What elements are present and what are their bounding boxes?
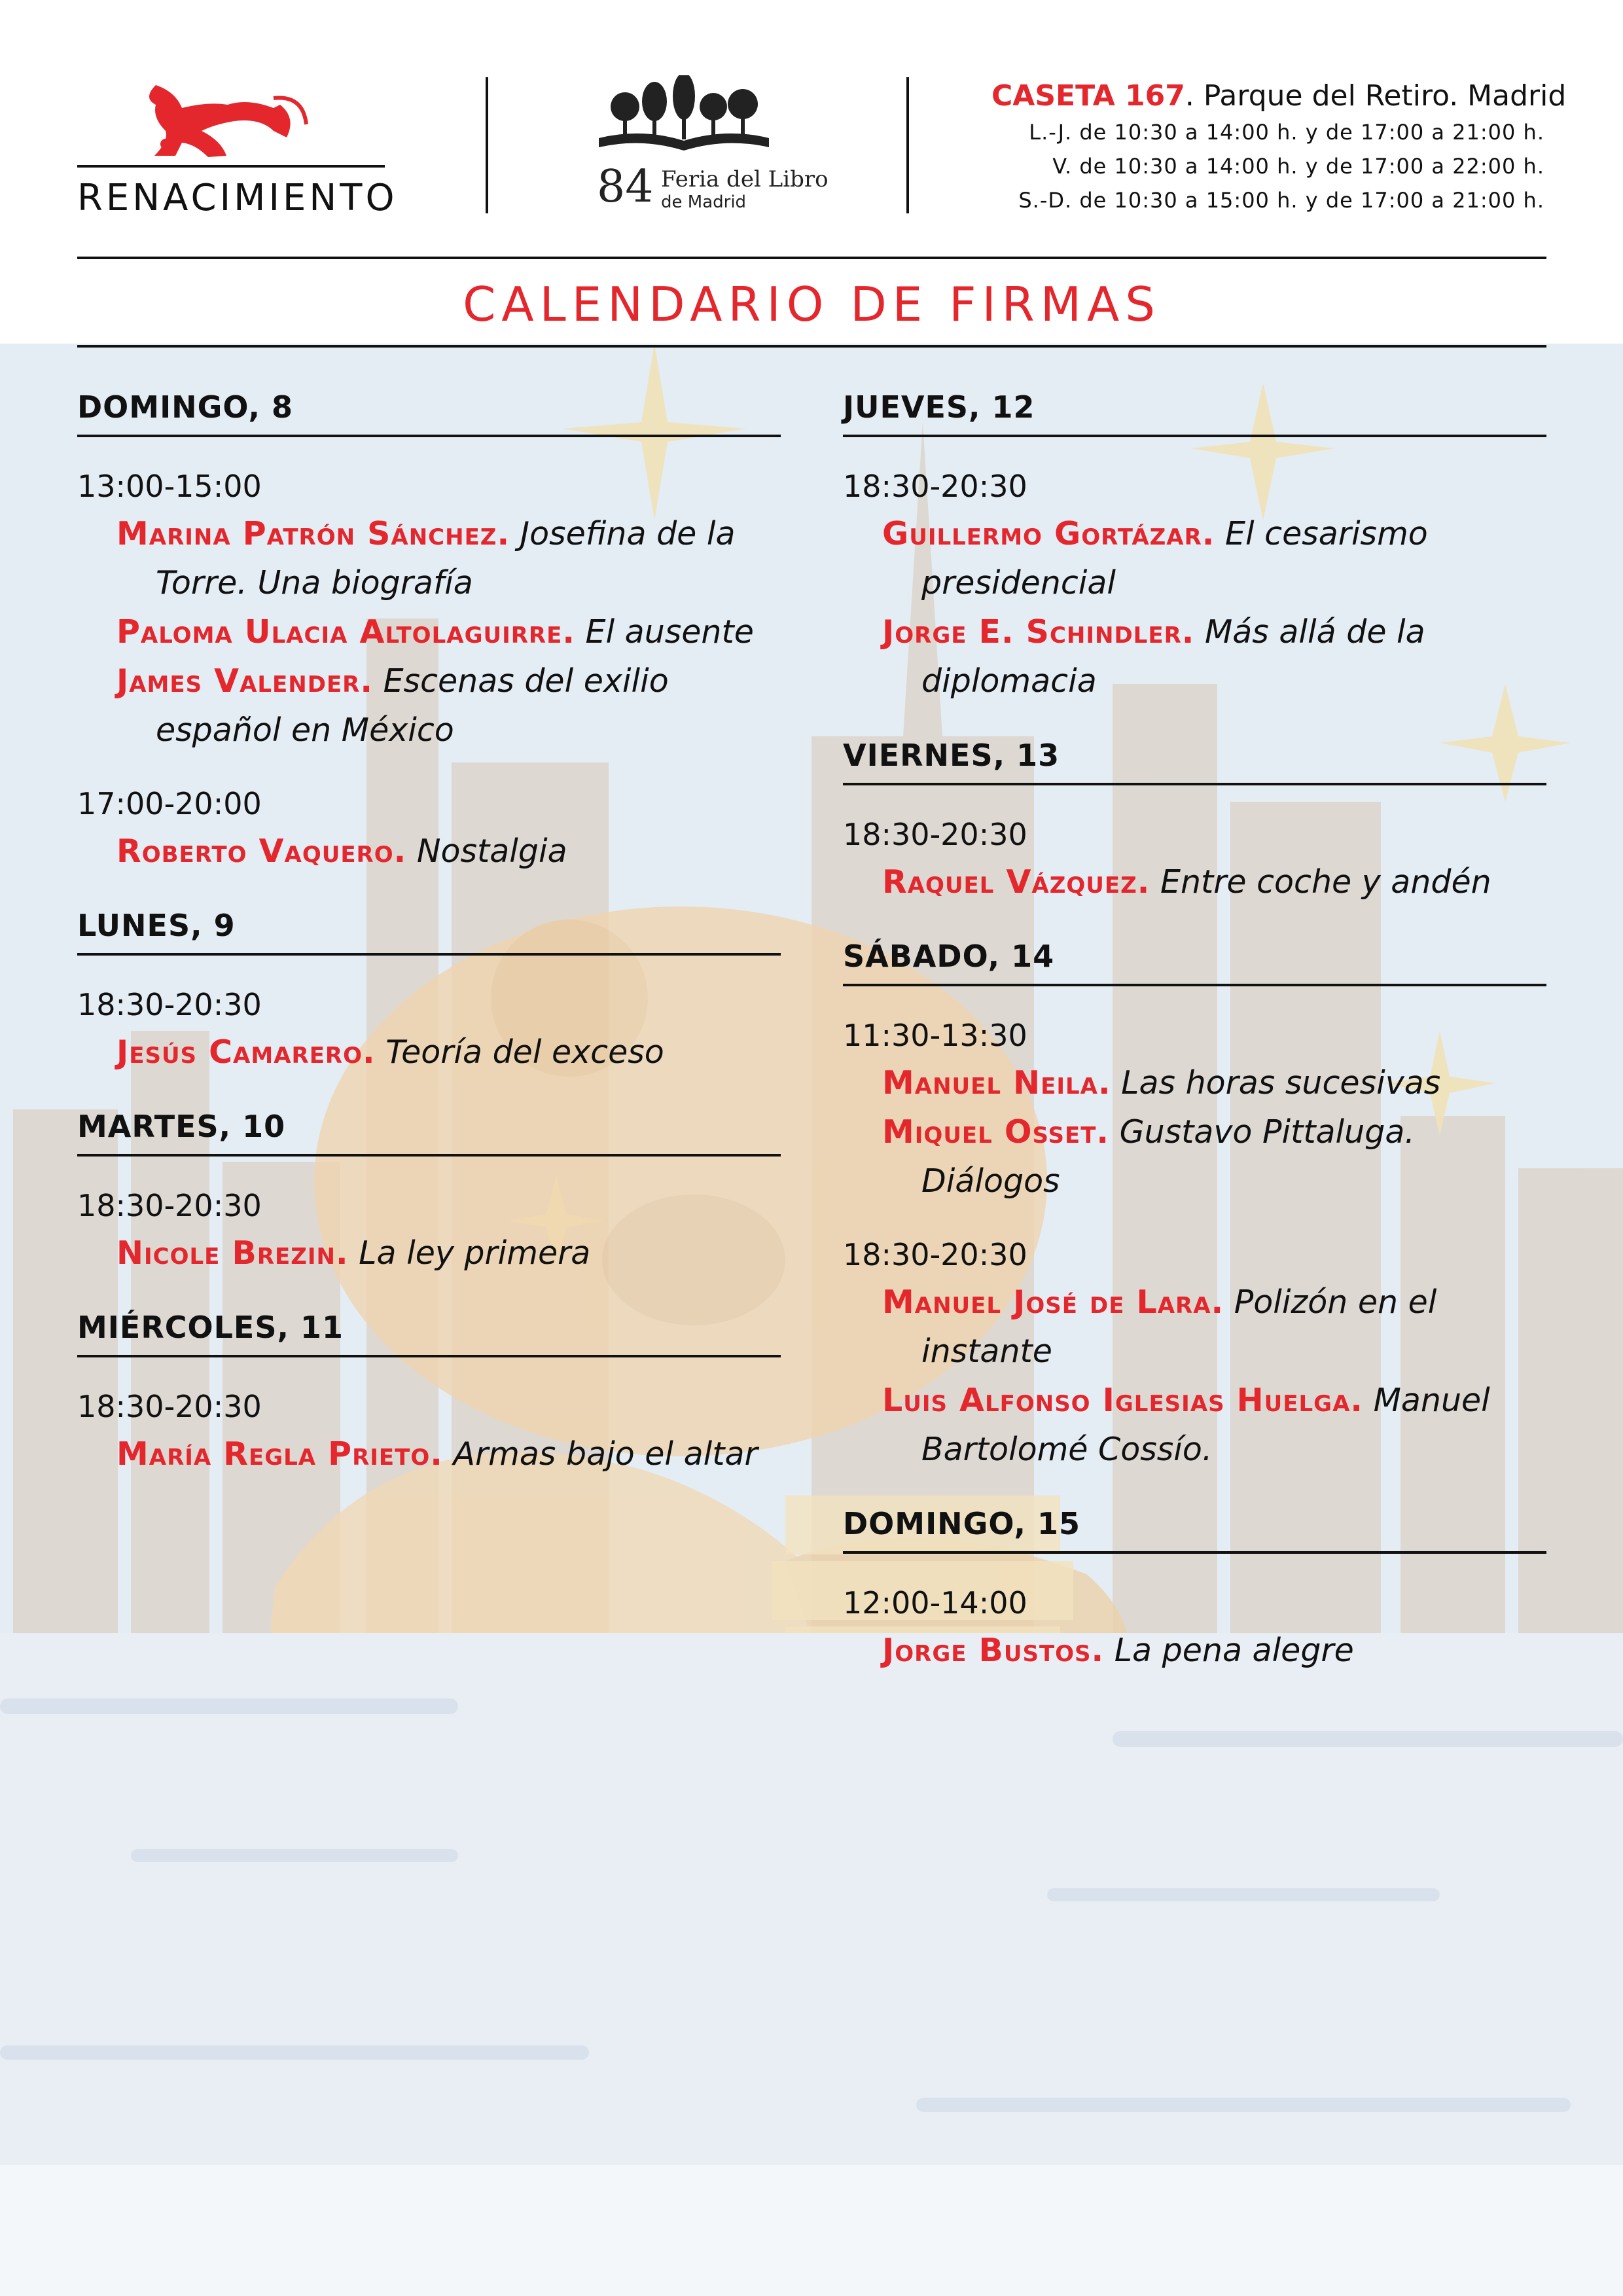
book-title: Entre coche y andén (1160, 863, 1491, 901)
signing-entry (843, 1376, 1546, 1474)
author-name: Luis Alfonso Iglesias Huelga. (882, 1382, 1364, 1419)
book-title: El ausente (585, 613, 754, 651)
author-name: Jorge E. Schindler. (882, 613, 1195, 651)
page-title: CALENDARIO DE FIRMAS (463, 277, 1161, 332)
signing-entry (843, 857, 1546, 906)
signing-entry (77, 1028, 781, 1077)
book-title: Manuel Bartolomé Cossío. (921, 1382, 1490, 1468)
day-heading: DOMINGO, 8 (77, 386, 781, 437)
header-rule (77, 257, 1546, 259)
time-slot: 12:00-14:00 (843, 1585, 1027, 1621)
day-heading: JUEVES, 12 (843, 386, 1546, 437)
author-name: Roberto Vaquero. (116, 833, 407, 870)
signing-entry (843, 1107, 1546, 1206)
author-name: Nicole Brezin. (116, 1234, 349, 1272)
signing-entry (843, 1278, 1546, 1376)
schedule-column-right (843, 386, 1546, 1675)
author-name: Jesús Camarero. (116, 1033, 376, 1071)
schedule-column-left (77, 386, 781, 1479)
day-heading: MIÉRCOLES, 11 (77, 1306, 781, 1357)
day-heading: SÁBADO, 14 (843, 935, 1546, 986)
time-slot: 18:30-20:30 (77, 1389, 262, 1424)
author-name: Manuel José de Lara. (882, 1283, 1224, 1321)
time-slot: 18:30-20:30 (77, 1188, 262, 1223)
signing-entry (77, 827, 781, 876)
hours-weekend: S.-D. de 10:30 a 15:00 h. y de 17:00 a 21:00 h. (1018, 188, 1544, 213)
signing-entry (77, 656, 781, 755)
day-heading: DOMINGO, 15 (843, 1503, 1546, 1554)
book-title: Josefina de la Torre. Una biografía (156, 515, 736, 601)
hours-friday: V. de 10:30 a 14:00 h. y de 17:00 a 22:00 h. (1052, 154, 1544, 179)
fair-edition-number: 84 (597, 161, 654, 213)
day-heading: LUNES, 9 (77, 905, 781, 956)
author-name: Raquel Vázquez. (882, 863, 1150, 901)
author-name: Paloma Ulacia Altolaguirre. (116, 613, 575, 651)
book-title: El cesarismo presidencial (921, 515, 1428, 601)
booth-place: . Parque del Retiro. Madrid (1185, 79, 1567, 113)
book-title: Gustavo Pittaluga. Diálogos (921, 1113, 1415, 1200)
time-slot: 17:00-20:00 (77, 786, 262, 821)
signing-entry (77, 1429, 781, 1479)
signing-entry (843, 1626, 1546, 1675)
time-slot: 18:30-20:30 (843, 1237, 1027, 1272)
signing-entry (77, 509, 781, 607)
book-title: Teoría del exceso (385, 1033, 664, 1071)
hours-weekdays: L.-J. de 10:30 a 14:00 h. y de 17:00 a 21:00 h. (1029, 120, 1544, 145)
fair-title: Feria del Libro (661, 166, 829, 192)
publisher-name: RENACIMIENTO (77, 177, 398, 219)
day-heading: VIERNES, 13 (843, 734, 1546, 785)
time-slot: 18:30-20:30 (843, 817, 1027, 852)
signing-entry (843, 607, 1546, 706)
author-name: María Regla Prieto. (116, 1435, 443, 1473)
book-title: Nostalgia (416, 833, 567, 870)
time-slot: 18:30-20:30 (77, 987, 262, 1022)
author-name: Jorge Bustos. (882, 1632, 1105, 1669)
time-slot: 13:00-15:00 (77, 469, 262, 504)
author-name: Guillermo Gortázar. (882, 515, 1215, 552)
book-title: La pena alegre (1114, 1632, 1354, 1669)
time-slot: 18:30-20:30 (843, 469, 1027, 504)
signing-entry (843, 509, 1546, 607)
fair-subtitle: de Madrid (661, 192, 747, 212)
book-title: Polizón en el instante (921, 1283, 1437, 1370)
time-slot: 11:30-13:30 (843, 1018, 1027, 1053)
book-title: Las horas sucesivas (1121, 1064, 1441, 1102)
header-divider (906, 77, 909, 213)
author-name: Marina Patrón Sánchez. (116, 515, 510, 552)
signing-entry (843, 1058, 1546, 1107)
signing-entry (77, 607, 781, 656)
author-name: Miquel Osset. (882, 1113, 1110, 1151)
header-divider (486, 77, 488, 213)
signing-entry (77, 1229, 781, 1278)
author-name: Manuel Neila. (882, 1064, 1111, 1102)
title-rule (77, 345, 1546, 348)
book-title: Escenas del exilio español en México (156, 662, 669, 749)
author-name: James Valender. (116, 662, 373, 700)
day-heading: MARTES, 10 (77, 1105, 781, 1157)
booth-number: CASETA 167 (991, 79, 1185, 113)
book-title: La ley primera (359, 1234, 591, 1272)
book-title: Más allá de la diplomacia (921, 613, 1425, 700)
booth-location (991, 77, 1567, 115)
book-title: Armas bajo el altar (453, 1435, 758, 1473)
booth-info (991, 77, 1567, 217)
